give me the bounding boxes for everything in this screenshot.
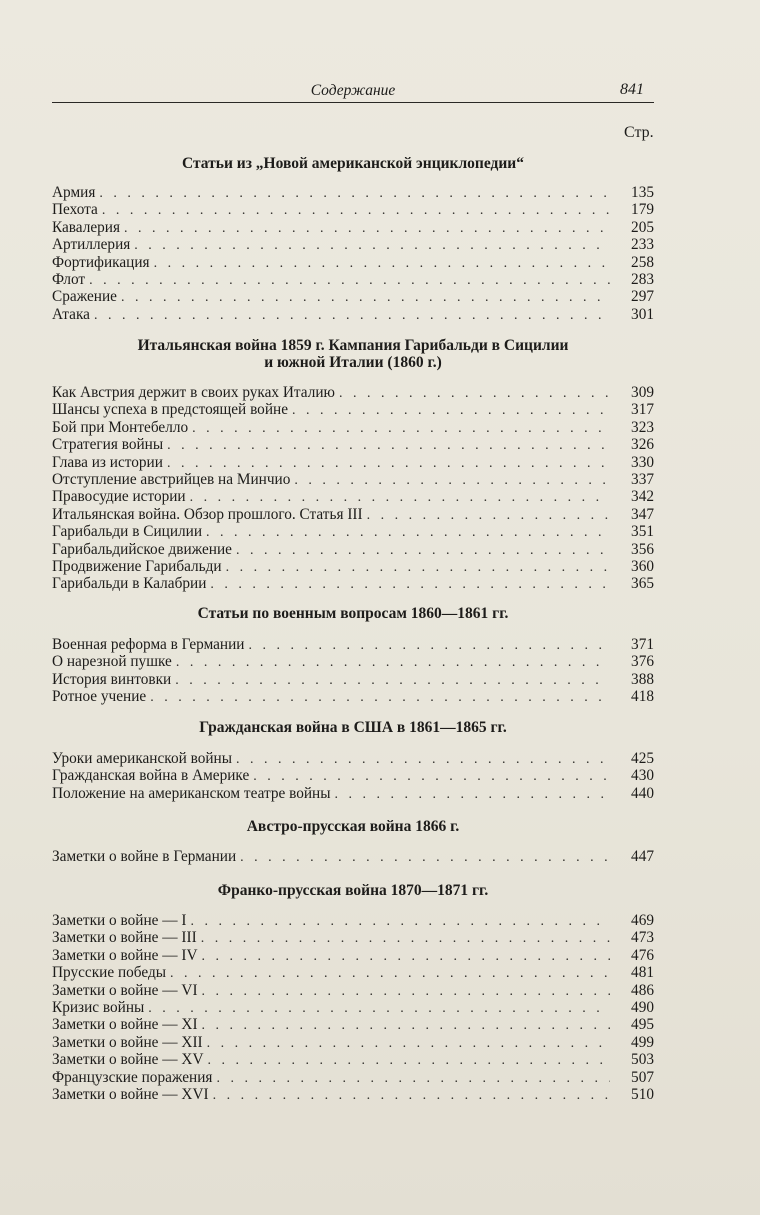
toc-entry-title: Гарибальди в Калабрии [52, 575, 207, 593]
toc-entry-page: 356 [631, 540, 654, 558]
leader-dots [202, 948, 610, 965]
toc-entry-title: Правосудие истории [52, 488, 186, 506]
toc-entry-page: 342 [631, 488, 654, 506]
toc-entry-title: Уроки американской войны [52, 750, 233, 767]
toc-section-list [52, 636, 658, 706]
toc-entry [52, 236, 658, 253]
toc-entry [52, 306, 658, 323]
toc-entry-page: 418 [631, 688, 654, 706]
toc-entry [52, 541, 658, 558]
leader-dots [99, 185, 610, 202]
leader-dots [191, 913, 611, 930]
toc-entry [52, 999, 658, 1016]
leader-dots [167, 437, 610, 454]
leader-dots [148, 1000, 610, 1017]
toc-entry-title: Заметки о войне — XII [52, 1033, 203, 1051]
leader-dots [253, 768, 610, 785]
toc-entry-page: 388 [631, 670, 654, 688]
leader-dots [207, 1035, 610, 1052]
toc-entry-title: Заметки о войне — XV [52, 1051, 204, 1069]
leader-dots [236, 542, 610, 559]
toc-entry-title: Пехота [52, 201, 98, 219]
toc-entry-page: 323 [631, 418, 654, 436]
toc-entry [52, 219, 658, 236]
toc-entry [52, 558, 658, 575]
toc-entry-title: Французские поражения [52, 1068, 213, 1086]
leader-dots [294, 472, 610, 489]
leader-dots [339, 385, 610, 402]
leader-dots [249, 637, 611, 654]
toc-section-list [52, 384, 658, 593]
toc-entry-title: Военная реформа в Германии [52, 636, 245, 653]
toc-entry-page: 430 [631, 767, 654, 785]
leader-dots [167, 455, 610, 472]
toc-entry [52, 964, 658, 981]
toc-section-list [52, 848, 658, 865]
toc-entry [52, 929, 658, 946]
toc-entry [52, 1086, 658, 1103]
toc-entry-title: Заметки о войне в Германии [52, 848, 237, 865]
toc-entry-page: 365 [631, 575, 654, 593]
toc-entry [52, 1051, 658, 1068]
toc-section-list [52, 184, 658, 323]
toc-entry-page: 490 [631, 998, 654, 1016]
toc-entry-page: 476 [631, 946, 654, 964]
toc-entry-title: Гарибальдийское движение [52, 540, 232, 558]
toc-entry-page: 473 [631, 929, 654, 947]
toc-entry-page: 360 [631, 557, 654, 575]
toc-entry-page: 425 [631, 750, 654, 767]
page-number: 841 [620, 81, 644, 98]
leader-dots [210, 576, 610, 593]
toc-entry [52, 201, 658, 218]
toc-entry-title: История винтовки [52, 670, 172, 688]
section-title: Франко-прусская война 1870—1871 гг. [217, 882, 489, 899]
leader-dots [236, 751, 610, 768]
toc-entry [52, 288, 658, 305]
toc-entry [52, 523, 658, 540]
toc-entry-page: 371 [631, 636, 654, 653]
toc-entry [52, 982, 658, 999]
toc-entry-title: О нарезной пушке [52, 653, 172, 671]
toc-entry [52, 848, 658, 865]
leader-dots [102, 202, 610, 219]
toc-entry-title: Шансы успеха в предстоящей войне [52, 401, 288, 419]
leader-dots [202, 1017, 610, 1034]
toc-entry-title: Как Австрия держит в своих руках Италию [52, 384, 335, 401]
toc-entry-title: Прусские победы [52, 964, 167, 982]
toc-entry-page: 309 [631, 384, 654, 401]
toc-entry [52, 688, 658, 705]
toc-entry [52, 488, 658, 505]
toc-entry-title: Ротное учение [52, 688, 147, 706]
toc-entry-title: Продвижение Гарибальди [52, 557, 222, 575]
toc-entry [52, 767, 658, 784]
toc-entry-title: Сражение [52, 288, 117, 306]
toc-entry-page: 503 [631, 1051, 654, 1069]
toc-entry-page: 351 [631, 523, 654, 541]
toc-entry-title: Кризис войны [52, 998, 145, 1016]
toc-entry-page: 337 [631, 470, 654, 488]
toc-entry-page: 510 [631, 1085, 654, 1103]
toc-entry-page: 317 [631, 401, 654, 419]
section-title: Статьи по военным вопросам 1860—1861 гг. [197, 605, 509, 622]
leader-dots [175, 672, 610, 689]
leader-dots [94, 307, 610, 324]
toc-entry-page: 283 [631, 270, 654, 288]
toc-entry-title: Заметки о войне — I [52, 912, 187, 929]
toc-entry [52, 912, 658, 929]
toc-entry-page: 347 [631, 505, 654, 523]
leader-dots [213, 1087, 610, 1104]
leader-dots [176, 654, 610, 671]
leader-dots [134, 237, 610, 254]
toc-entry-title: Заметки о войне — III [52, 929, 197, 947]
section-title-line2: и южной Италии (1860 г.) [264, 354, 442, 371]
toc-entry-page: 376 [631, 653, 654, 671]
toc-entry-title: Глава из истории [52, 453, 163, 471]
page-column-label: Стр. [624, 124, 654, 141]
leader-dots [367, 507, 610, 524]
toc-entry-page: 507 [631, 1068, 654, 1086]
toc-entry-title: Гарибальди в Сицилии [52, 523, 203, 541]
toc-entry-title: Армия [52, 184, 96, 201]
toc-entry [52, 271, 658, 288]
section-title: Австро-прусская война 1866 г. [246, 818, 460, 835]
toc-entry [52, 454, 658, 471]
leader-dots [154, 255, 610, 272]
toc-entry-page: 301 [631, 305, 654, 323]
toc-entry [52, 1016, 658, 1033]
toc-entry-title: Заметки о войне — IV [52, 946, 198, 964]
toc-entry [52, 419, 658, 436]
toc-entry [52, 1069, 658, 1086]
toc-entry-title: Заметки о войне — XI [52, 1016, 198, 1034]
toc-entry-title: Стратегия войны [52, 436, 164, 454]
leader-dots [192, 420, 610, 437]
toc-entry-title: Фортификация [52, 253, 150, 271]
toc-entry [52, 436, 658, 453]
toc-entry-title: Заметки о войне — VI [52, 981, 198, 999]
toc-entry-page: 179 [631, 201, 654, 219]
toc-entry-title: Артиллерия [52, 236, 131, 254]
toc-section-list [52, 750, 658, 802]
toc-entry [52, 653, 658, 670]
toc-entry-title: Положение на американском театре войны [52, 784, 331, 802]
toc-entry-page: 499 [631, 1033, 654, 1051]
toc-entry-title: Гражданская война в Америке [52, 767, 250, 785]
toc-entry-page: 326 [631, 436, 654, 454]
toc-entry-title: Флот [52, 270, 86, 288]
toc-entry [52, 471, 658, 488]
toc-entry [52, 671, 658, 688]
toc-entry [52, 750, 658, 767]
toc-entry-title: Кавалерия [52, 218, 121, 236]
toc-entry [52, 636, 658, 653]
toc-entry-title: Итальянская война. Обзор прошлого. Статья III [52, 505, 363, 523]
leader-dots [89, 272, 610, 289]
toc-entry-page: 205 [631, 218, 654, 236]
toc-entry-page: 481 [631, 964, 654, 982]
toc-entry-page: 440 [631, 784, 654, 802]
running-header-title: Содержание [310, 82, 396, 99]
toc-entry-page: 469 [631, 912, 654, 929]
leader-dots [190, 489, 610, 506]
toc-entry [52, 254, 658, 271]
running-header [52, 80, 654, 103]
toc-entry-title: Отступление австрийцев на Минчио [52, 470, 291, 488]
toc-entry-page: 447 [631, 848, 654, 865]
leader-dots [216, 1070, 610, 1087]
toc-entry-title: Атака [52, 305, 90, 323]
toc-section-list [52, 912, 658, 1103]
toc-entry-page: 258 [631, 253, 654, 271]
toc-entry-page: 330 [631, 453, 654, 471]
leader-dots [150, 689, 610, 706]
toc-entry [52, 401, 658, 418]
toc-entry-page: 495 [631, 1016, 654, 1034]
toc-entry [52, 785, 658, 802]
toc-entry [52, 1034, 658, 1051]
leader-dots [201, 930, 610, 947]
toc-entry [52, 506, 658, 523]
toc-entry-page: 135 [631, 184, 654, 201]
section-title: Итальянская война 1859 г. Кампания Гарибальди в Сицилии [137, 337, 569, 354]
toc-entry [52, 575, 658, 592]
toc-entry [52, 384, 658, 401]
toc-entry-page: 297 [631, 288, 654, 306]
toc-entry-title: Бой при Монтебелло [52, 418, 189, 436]
leader-dots [335, 786, 610, 803]
leader-dots [202, 983, 610, 1000]
leader-dots [170, 965, 610, 982]
leader-dots [208, 1052, 611, 1069]
section-title: Статьи из „Новой американской энциклопедии“ [182, 155, 524, 172]
leader-dots [240, 849, 610, 866]
toc-entry-title: Заметки о войне — XVI [52, 1085, 209, 1103]
leader-dots [206, 524, 610, 541]
toc-entry [52, 947, 658, 964]
leader-dots [292, 402, 610, 419]
leader-dots [124, 220, 610, 237]
toc-entry [52, 184, 658, 201]
section-title: Гражданская война в США в 1861—1865 гг. [199, 719, 507, 736]
toc-entry-page: 486 [631, 981, 654, 999]
leader-dots [121, 289, 610, 306]
toc-entry-page: 233 [631, 236, 654, 254]
leader-dots [226, 559, 610, 576]
